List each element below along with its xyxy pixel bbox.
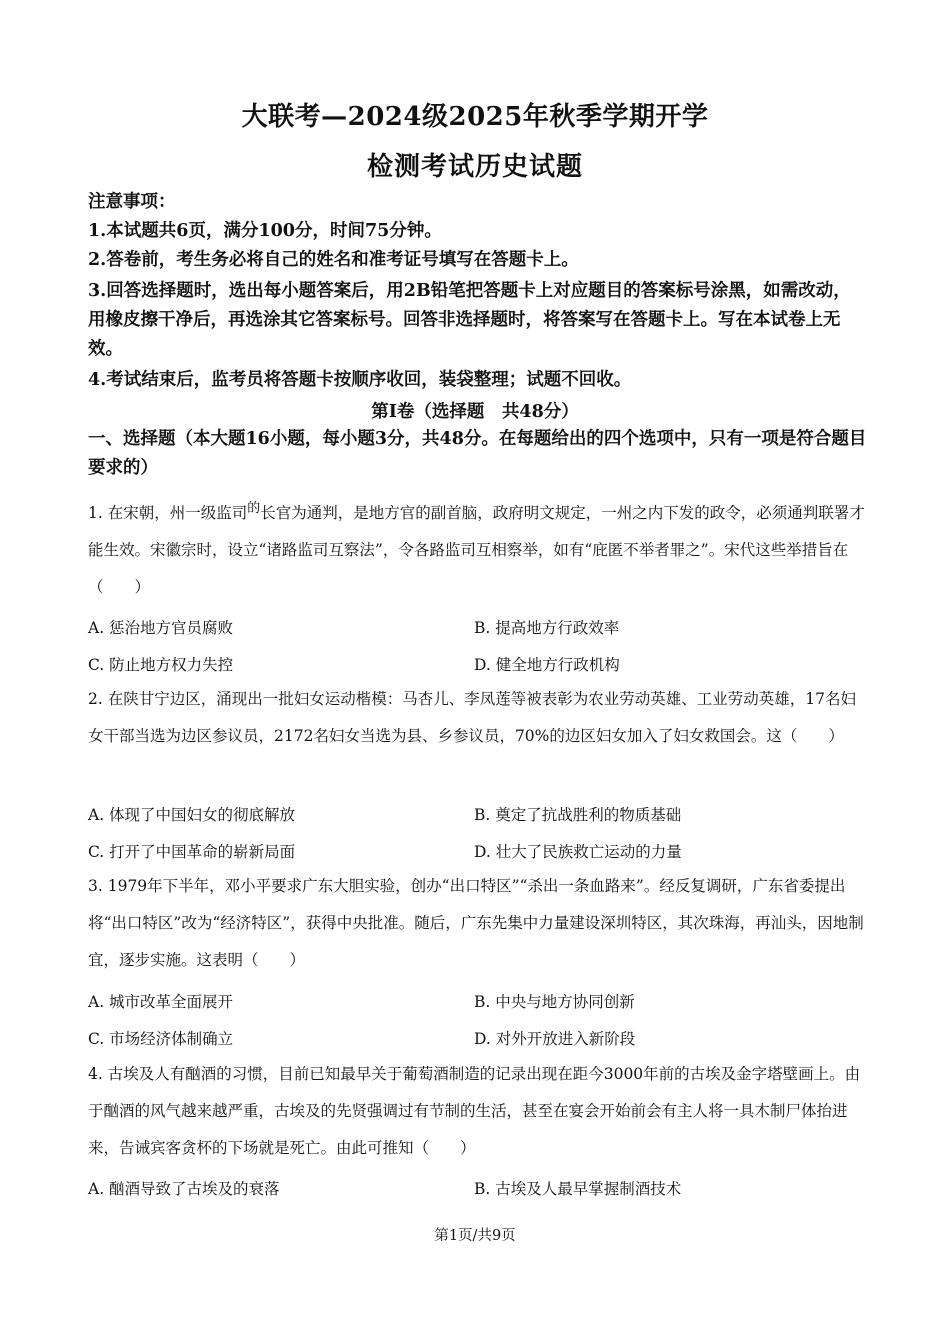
question-2-stem: 2. 在陕甘宁边区，涌现出一批妇女运动楷模：马杏儿、李凤莲等被表彰为农业劳动英雄、工业劳动英雄，17名妇女干部当选为边区参议员，2172名妇女当选为县、乡参议员，70%的边区妇女加入了妇女救国会。这（ ） (88, 690, 856, 745)
question-3-option-d: D. 对外开放进入新阶段 (474, 1030, 636, 1048)
notice-heading: 注意事项： (88, 192, 176, 212)
question-2-option-d: D. 壮大了民族救亡运动的力量 (474, 843, 682, 861)
notice-item-1: 1.本试题共6页，满分100分，时间75分钟。 (88, 221, 442, 241)
page-number: 第1页/共9页 (434, 1228, 516, 1244)
question-1-option-d: D. 健全地方行政机构 (474, 656, 620, 674)
question-1-option-c: C. 防止地方权力失控 (88, 656, 234, 674)
section-title: 第Ⅰ卷（选择题 共48分） (371, 402, 579, 422)
question-4-option-a: A. 酗酒导致了古埃及的衰落 (88, 1180, 280, 1198)
question-2-option-b: B. 奠定了抗战胜利的物质基础 (474, 806, 682, 824)
part-title: 一、选择题（本大题16小题，每小题3分，共48分。在每题给出的四个选项中，只有一项是符合题目要求的） (88, 429, 867, 478)
question-2-option-c: C. 打开了中国革命的崭新局面 (88, 843, 296, 861)
question-4-option-b: B. 古埃及人最早掌握制酒技术 (474, 1180, 682, 1198)
question-4-stem: 4. 古埃及人有酗酒的习惯，目前已知最早关于葡萄酒制造的记录出现在距今3000年前的古埃及金字塔壁画上。由于酗酒的风气越来越严重，古埃及的先贤强调过有节制的生活，甚至在宴会开始前会有主人将一具木制尸体抬进来，告诫宾客贪杯的下场就是死亡。由此可推知（ ） (88, 1065, 861, 1157)
notice-item-3: 3.回答选择题时，选出每小题答案后，用2B铅笔把答题卡上对应题目的答案标号涂黑，如需改动，用橡皮擦干净后，再选涂其它答案标号。回答非选择题时，将答案写在答题卡上。写在本试卷上无效。 (88, 281, 851, 359)
notice-item-2: 2.答卷前，考生务必将自己的姓名和准考证号填写在答题卡上。 (88, 250, 579, 270)
question-2-option-a: A. 体现了中国妇女的彻底解放 (88, 806, 296, 824)
question-1-option-a: A. 惩治地方官员腐败 (88, 619, 234, 637)
exam-title-line2: 检测考试历史试题 (366, 152, 583, 182)
question-3-option-b: B. 中央与地方协同创新 (474, 993, 635, 1011)
notice-item-4: 4.考试结束后，监考员将答题卡按顺序收回，装袋整理；试题不回收。 (88, 370, 632, 390)
question-3-stem: 3. 1979年下半年，邓小平要求广东大胆实验，创办“出口特区”“杀出一条血路来”。经反复调研，广东省委提出将“出口特区”改为“经济特区”，获得中央批准。随后，广东先集中力量建设深圳特区，其次珠海，再汕头，因地制宜，逐步实施。这表明（ ） (88, 877, 864, 969)
question-3-option-a: A. 城市改革全面展开 (88, 993, 234, 1011)
question-3-option-c: C. 市场经济体制确立 (88, 1030, 234, 1048)
question-1-stem: 1. 在宋朝，州一级监司$^的$长官为通判，是地方官的副首脑，政府明文规定，一州之内下发的政令，必须通判联署才能生效。宋徽宗时，设立“诸路监司互察法”，令各路监司互相察举，如有“庇匿不举者罪之”。宋代这些举措旨在（ ） (88, 501, 865, 596)
exam-title-line1: 大联考—2024级2025年秋季学期开学 (241, 102, 709, 132)
question-1-option-b: B. 提高地方行政效率 (474, 619, 620, 637)
